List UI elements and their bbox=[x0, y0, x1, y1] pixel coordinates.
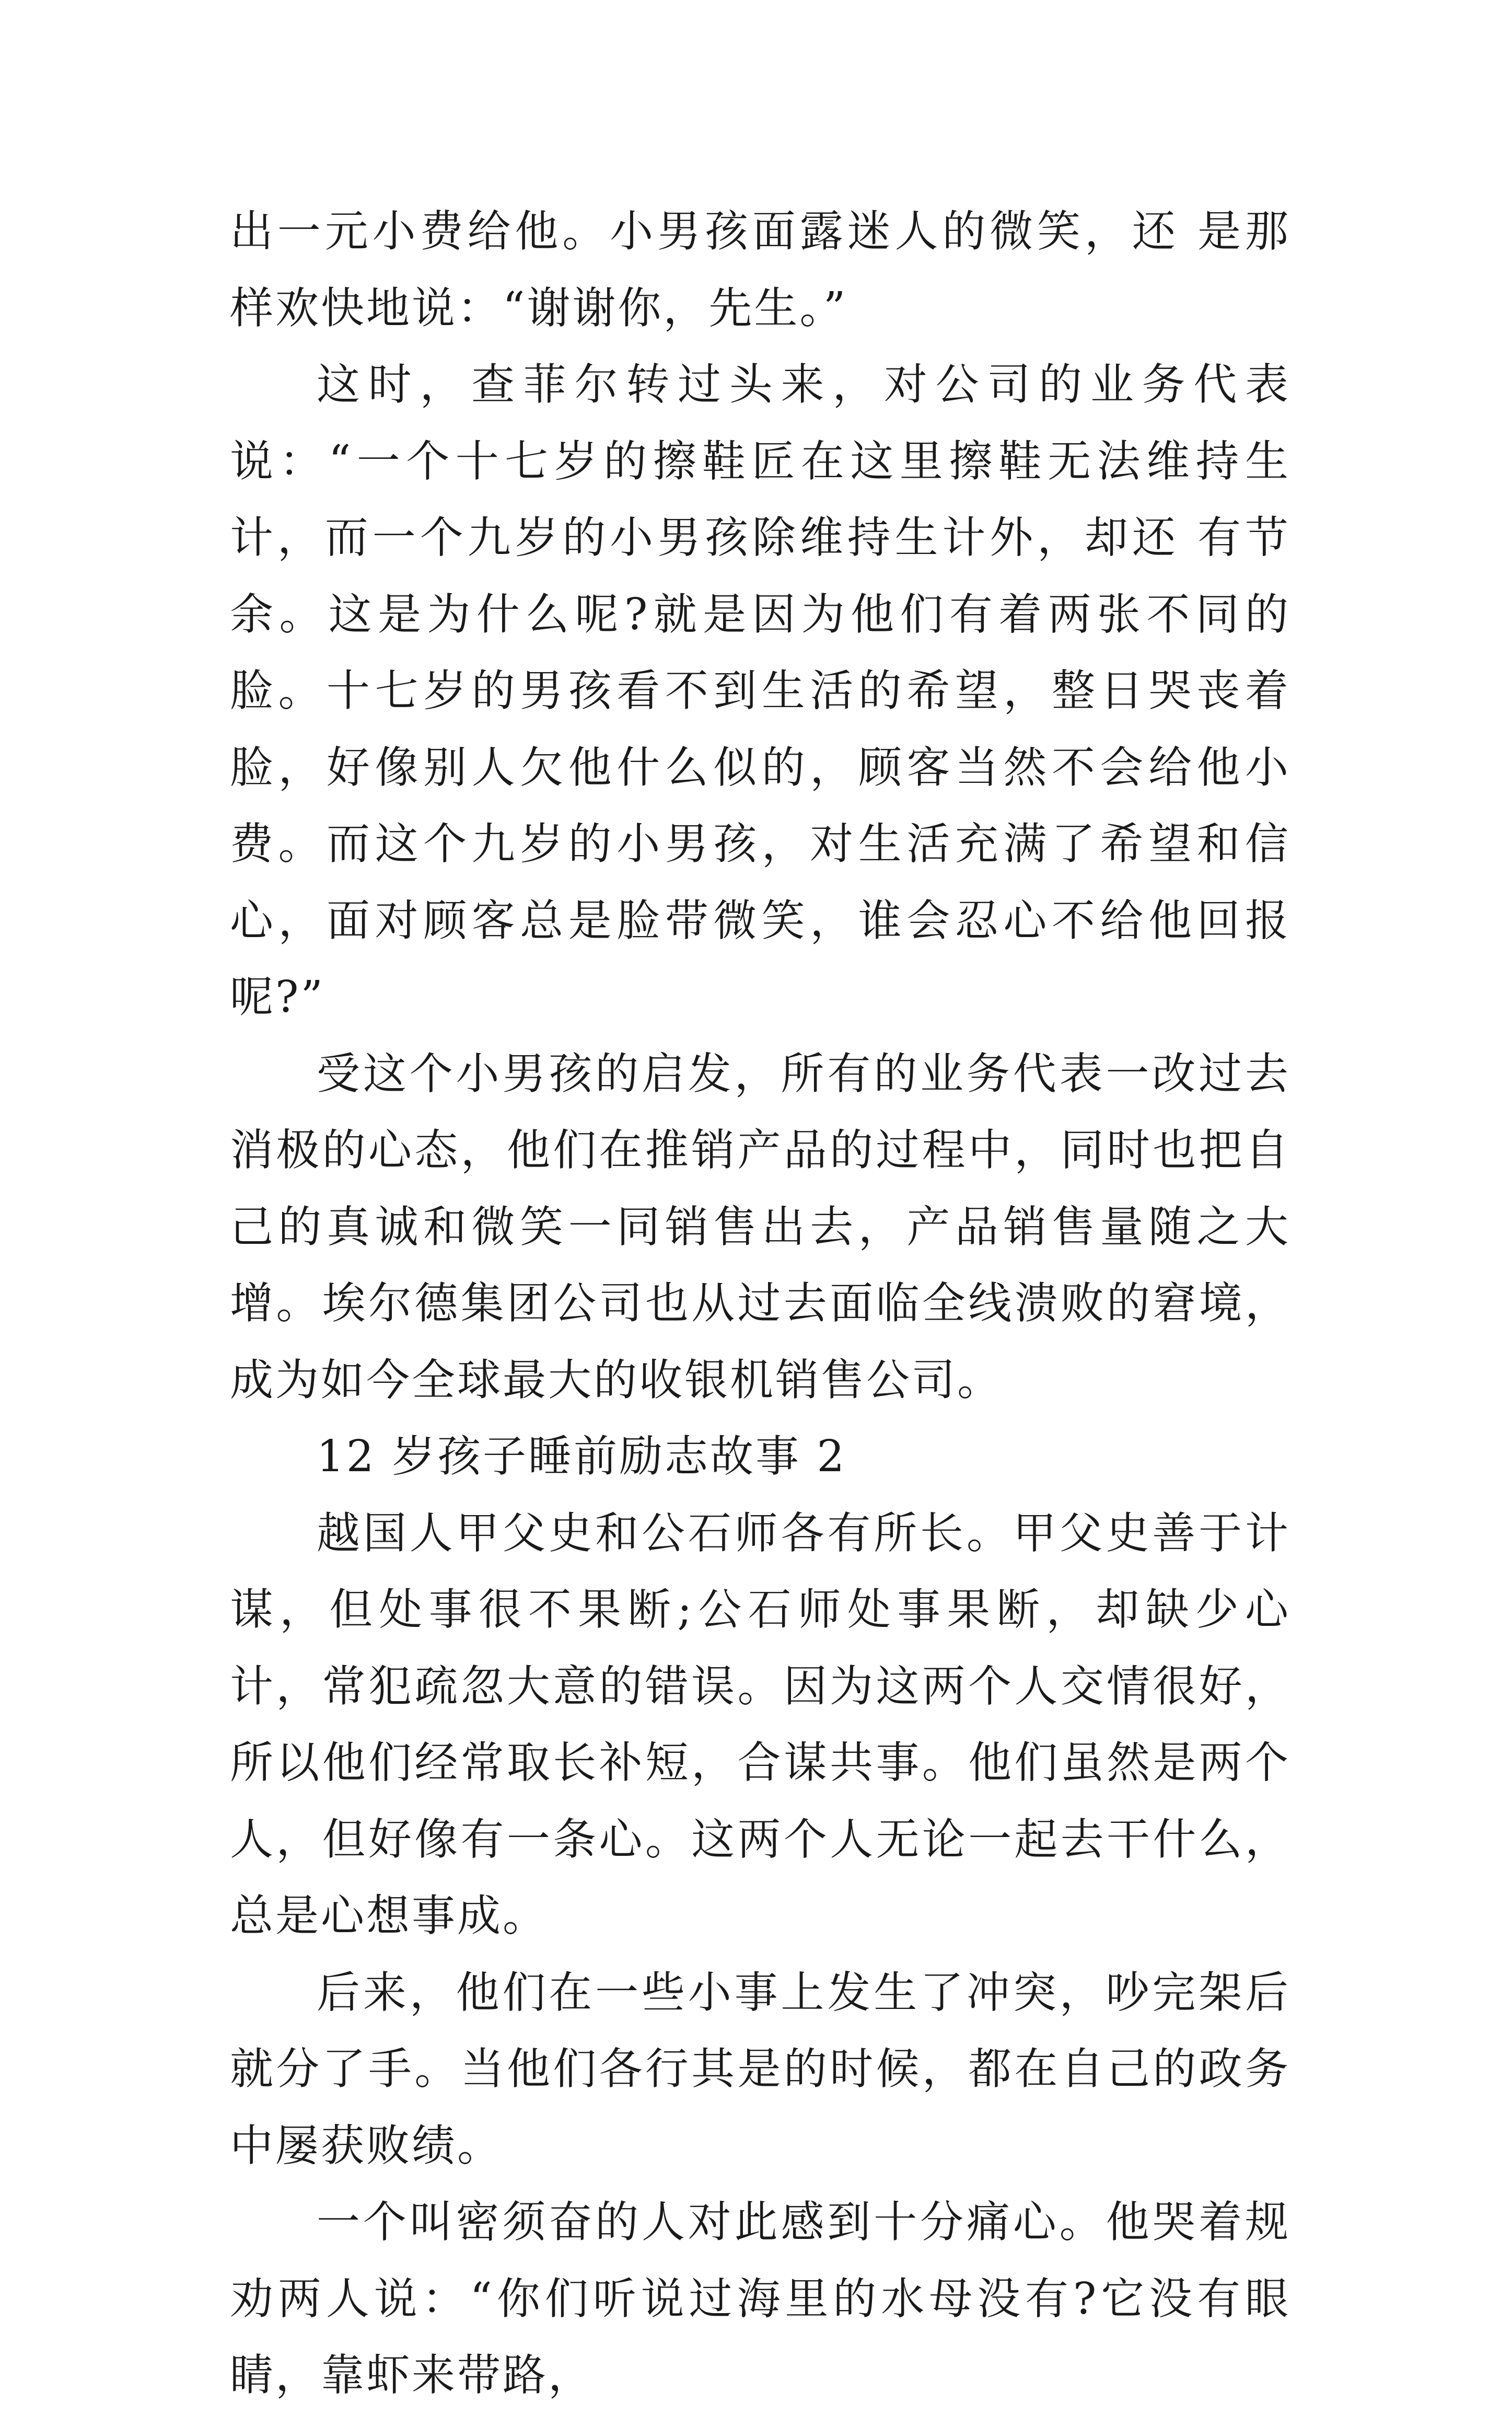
paragraph-1: 出一元小费给他。小男孩面露迷人的微笑，还 是那样欢快地说：“谢谢你，先生。” bbox=[230, 206, 1290, 333]
story-heading: 12 岁孩子睡前励志故事 2 bbox=[317, 1431, 847, 1482]
document-body bbox=[230, 193, 1290, 2414]
paragraph-2: 这时，查菲尔转过头来，对公司的业务代表说：“一个十七岁的擦鞋匠在这里擦鞋无法维持生计，而一个九岁的小男孩除维持生计外，却还 有节余。这是为什么呢?就是因为他们有着两张不同的脸。十七岁的男孩看不到生活的希望，整日哭丧着脸，好像别人欠他什么似的，顾客当然不会给他小费。而这个九岁的小男孩，对生活充满了希望和信心，面对顾客总是脸带微笑，谁会忍心不给他回报呢?” bbox=[230, 359, 1290, 1022]
paragraph-3: 受这个小男孩的启发，所有的业务代表一改过去消极的心态，他们在推销产品的过程中，同时也把自己的真诚和微笑一同销售出去，产品销售量随之大增。埃尔德集团公司也从过去面临全线溃败的窘境，成为如今全球最大的收银机销售公司。 bbox=[230, 1048, 1290, 1405]
paragraph-4: 越国人甲父史和公石师各有所长。甲父史善于计谋，但处事很不果断;公石师处事果断，却缺少心计，常犯疏忽大意的错误。因为这两个人交情很好，所以他们经常取长补短，合谋共事。他们虽然是两个人，但好像有一条心。这两个人无论一起去干什么，总是心想事成。 bbox=[230, 1507, 1290, 1941]
paragraph-6: 一个叫密须奋的人对此感到十分痛心。他哭着规劝两人说：“你们听说过海里的水母没有?它没有眼睛，靠虾来带路， bbox=[230, 2197, 1290, 2400]
paragraph-5: 后来，他们在一些小事上发生了冲突，吵完架后就分了手。当他们各行其是的时候，都在自己的政务中屡获败绩。 bbox=[230, 1967, 1290, 2171]
